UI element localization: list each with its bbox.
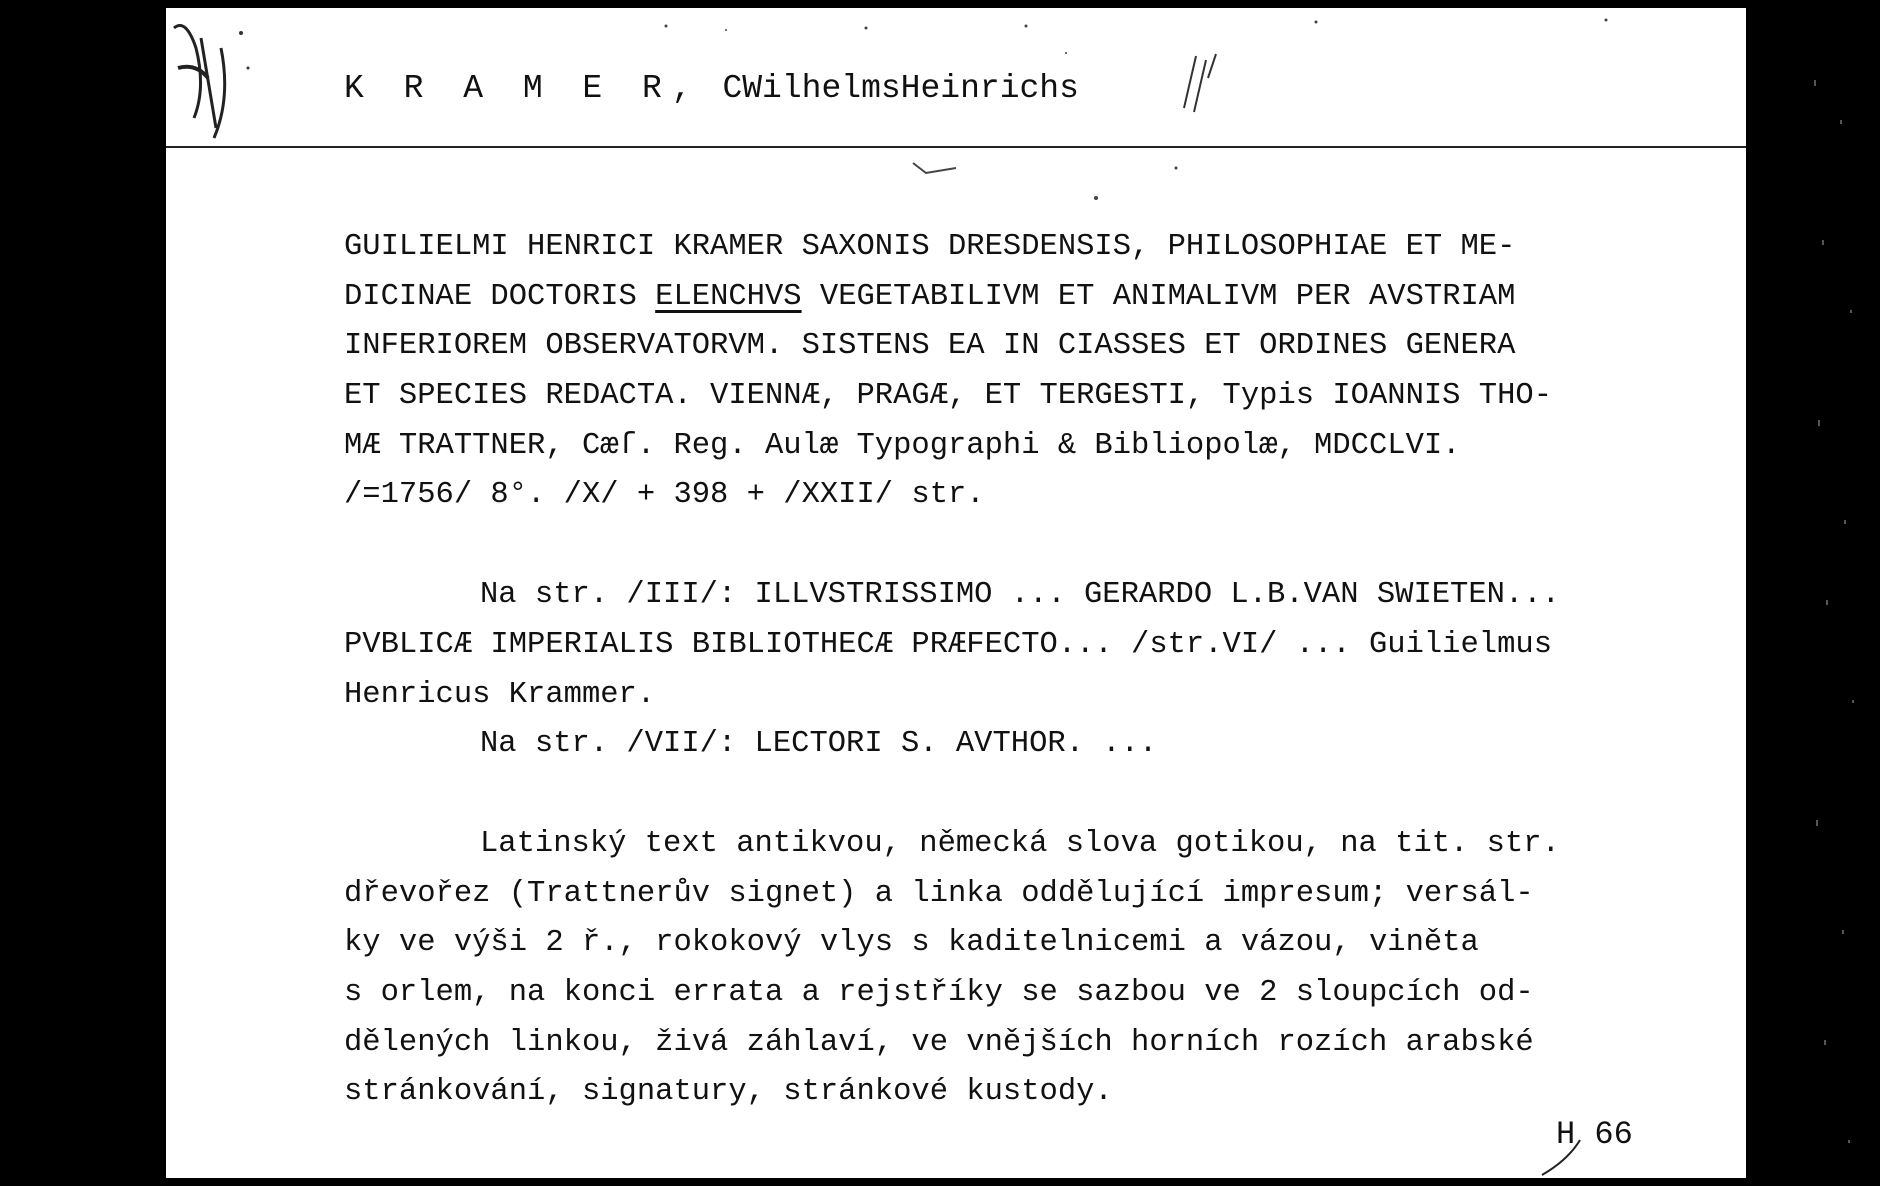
description-line: stránkování, signatury, stránkové kustody. bbox=[344, 1075, 1113, 1110]
description-line: ky ve výši 2 ř., rokokový vlys s kaditelnicemi a vázou, viněta bbox=[344, 926, 1479, 961]
description-line: Latinský text antikvou, německá slova gotikou, na tit. str. bbox=[480, 826, 1560, 861]
note-line: Henricus Krammer. bbox=[344, 677, 656, 712]
scan-specks-icon bbox=[166, 8, 1746, 208]
header-divider bbox=[166, 146, 1746, 148]
description-line: dělených linkou, živá záhlaví, ve vnějších horních rozích arabské bbox=[344, 1025, 1534, 1060]
catalog-card bbox=[166, 8, 1746, 1178]
title-line: INFERIOREM OBSERVATORVM. SISTENS EA IN CIASSES ET ORDINES GENERA bbox=[344, 329, 1516, 364]
author-surname: K R A M E R, bbox=[344, 70, 702, 107]
shelfmark: H 66 bbox=[1556, 1116, 1633, 1153]
paragraph-gap bbox=[344, 521, 1684, 571]
title-line: GUILIELMI HENRICI KRAMER SAXONIS DRESDENSIS, PHILOSOPHIAE ET ME- bbox=[344, 230, 1516, 264]
card-header bbox=[166, 8, 1746, 148]
author-given-names: CWilhelmsHeinrichs bbox=[722, 70, 1079, 107]
title-fragment: VEGETABILIVM ET ANIMALIVM PER AVSTRIAM bbox=[801, 279, 1516, 314]
card-body bbox=[344, 223, 1684, 1118]
title-underlined-word: ELENCHVS bbox=[655, 279, 802, 314]
note-line: PVBLICÆ IMPERIALIS BIBLIOTHECÆ PRÆFECTO... /str.VI/ ... Guilielmus bbox=[344, 627, 1552, 662]
title-line: MÆ TRATTNER, Cæſ. Reg. Aulæ Typographi & Bibliopolæ, MDCCLVI. bbox=[344, 428, 1461, 463]
note-line: Na str. /III/: ILLVSTRISSIMO ... GERARDO L.B.VAN SWIETEN... bbox=[480, 578, 1560, 613]
note-line: Na str. /VII/: LECTORI S. AVTHOR. ... bbox=[480, 727, 1158, 762]
scan-edge-noise-icon bbox=[1800, 0, 1880, 1186]
title-fragment: DICINAE DOCTORIS bbox=[344, 279, 656, 314]
collation-line: /=1756/ 8°. /X/ + 398 + /XXII/ str. bbox=[344, 478, 985, 513]
description-line: dřevořez (Trattnerův signet) a linka oddělující impresum; versál- bbox=[344, 876, 1534, 911]
description-line: s orlem, na konci errata a rejstříky se sazbou ve 2 sloupcích od- bbox=[344, 975, 1534, 1010]
paragraph-gap bbox=[344, 770, 1684, 820]
title-line: ET SPECIES REDACTA. VIENNÆ, PRAGÆ, ET TERGESTI, Typis IOANNIS THO- bbox=[344, 379, 1552, 414]
title-line bbox=[344, 273, 1684, 323]
